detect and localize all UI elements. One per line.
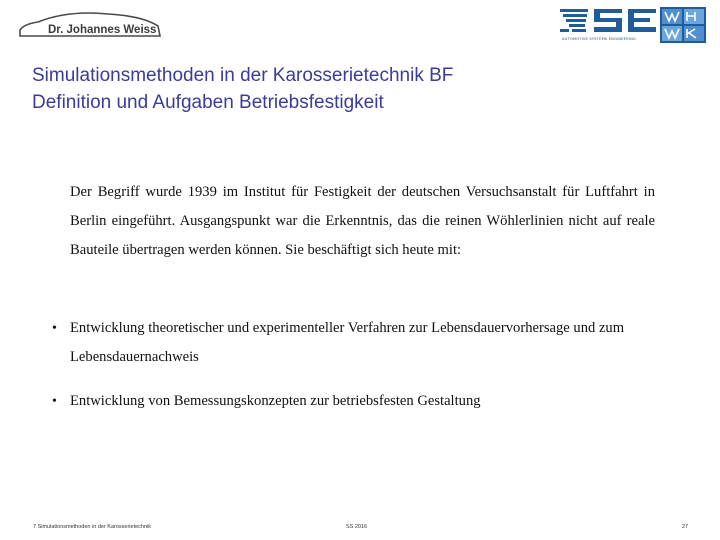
intro-paragraph: Der Begriff wurde 1939 im Institut für Festigkeit der deutschen Versuchsanstalt für Luftfahrt in Berlin eingeführt. Ausgangspunkt war die Erkenntnis, das die reinen Wöhlerlinien nicht auf reale Bauteile übertragen werden können. Sie beschäftigt sich heute mit: bbox=[70, 184, 655, 258]
bullet-icon: • bbox=[52, 394, 57, 409]
hwk-logo-icon bbox=[660, 7, 706, 43]
bullet-list bbox=[50, 314, 670, 431]
slide-title bbox=[32, 62, 692, 116]
ase-logo-subtext: AUTOMOTIVE SYSTEMS ENGINEERING bbox=[562, 37, 636, 41]
ase-logo-group bbox=[560, 5, 710, 45]
bullet-icon: • bbox=[52, 321, 57, 336]
footer-course-title: 7 Simulationsmethoden in der Karosserietechnik bbox=[33, 524, 152, 530]
logo-name-text: Dr. Johannes Weiss bbox=[48, 24, 157, 36]
slide-title-line1: Simulationsmethoden in der Karosserietechnik BF bbox=[32, 65, 454, 86]
slide-title-line2: Definition und Aufgaben Betriebsfestigkeit bbox=[32, 92, 384, 113]
bullet-item-bemessung bbox=[50, 387, 670, 416]
bullet-text: Entwicklung theoretischer und experimenteller Verfahren zur Lebensdauervorhersage und zum Lebensdauernachweis bbox=[70, 320, 625, 365]
bullet-text: Entwicklung von Bemessungskonzepten zur betriebsfesten Gestaltung bbox=[70, 393, 481, 409]
dr-johannes-weiss-logo bbox=[18, 8, 163, 42]
bullet-item-lebensdauer bbox=[50, 314, 670, 372]
footer-semester: SS 2016 bbox=[346, 524, 368, 530]
footer-page-number: 27 bbox=[682, 524, 689, 530]
